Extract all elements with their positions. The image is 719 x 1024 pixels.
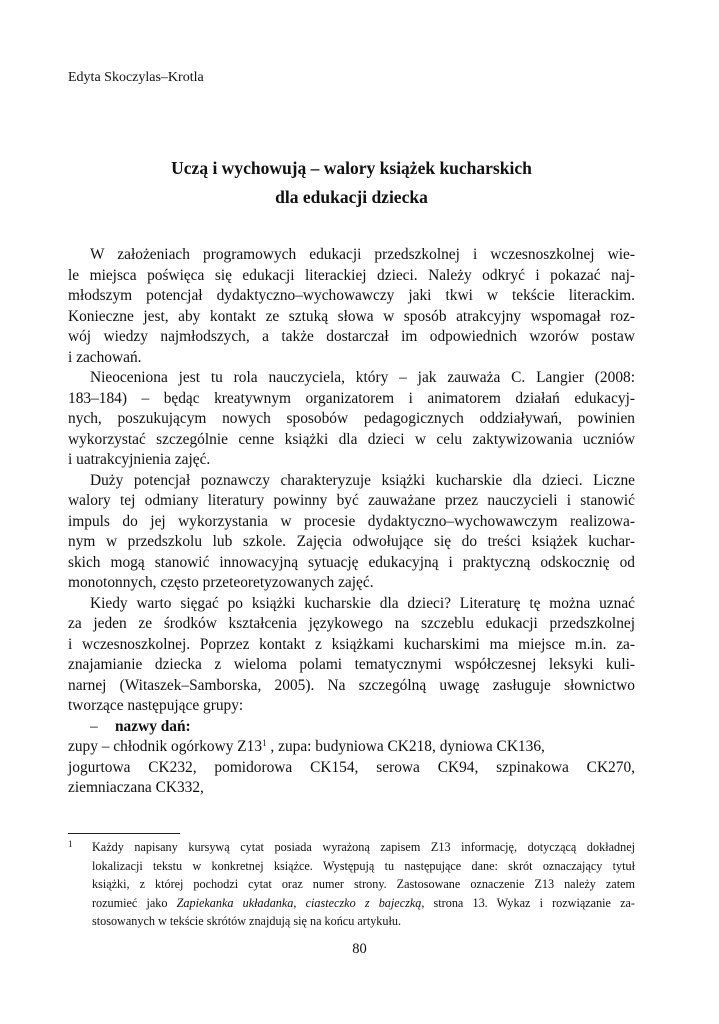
- footnote-line-1-text: Każdy napisany kursywą cytat posiada wyrażoną zapisem Z13 informację, dotyczącą dokładnej: [92, 840, 635, 854]
- text-line: walory tej odmiany literatury powinny być zauważane przez nauczycieli i stanowić: [68, 492, 635, 509]
- text-line: Duży potencjał poznawczy charakteryzuje książki kucharskie dla dzieci. Liczne: [90, 471, 635, 489]
- paragraph-1: [68, 245, 635, 368]
- text-line-soups-3: ziemniaczana CK332,: [68, 779, 204, 796]
- paragraph-3: [68, 471, 635, 594]
- list-item-dish-names: [68, 717, 635, 738]
- text-line: skich mogą stanowić innowacyjną sytuację edukacyjną i praktyczną odskocznię od: [68, 553, 635, 571]
- text-line: nym w przedszkolu lub szkole. Zajęcia odwołujące się do treści książek kuchar-: [68, 533, 635, 550]
- paragraph-4: [68, 594, 635, 717]
- text-line: tworzące następujące grupy:: [68, 697, 244, 714]
- text-line-soups-1: [68, 737, 635, 758]
- footnote-line: stosowanych w tekście skrótów znajdują się na końcu artykułu.: [92, 914, 402, 929]
- footnote-reference[interactable]: 1: [262, 738, 267, 748]
- article-body: [68, 245, 635, 799]
- footnote-line: [68, 838, 635, 857]
- text-line: narnej (Witaszek–Samborska, 2005). Na szczególną uwagę zasługuje słownictwo: [68, 676, 635, 694]
- text-line: nych, poszukującym nowych sposobów pedagogicznych oddziaływań, powinien: [68, 410, 635, 427]
- text-line: W założeniach programowych edukacji przedszkolnej i wczesnoszkolnej wie-: [90, 246, 635, 263]
- footnote-line: [68, 894, 635, 913]
- text-line: wój wiedzy najmłodszych, a także dostarczał im odpowiednich wzorów postaw: [68, 328, 635, 345]
- soups-text-start: zupy – chłodnik ogórkowy Z13: [68, 738, 263, 755]
- footnote-separator: [68, 833, 180, 834]
- footnote-line: lokalizacji tekstu w konkretnej książce. Występują tu następujące dane: skrót oznaczający tytuł: [92, 858, 635, 873]
- text-line: monotonnych, często przeteoretyzowanych zajęć.: [68, 574, 374, 591]
- article-title-line-2: dla edukacji dziecka: [275, 187, 428, 207]
- page-number: 80: [352, 941, 367, 957]
- text-line: 183–184) – będąc kreatywnym organizatorem i animatorem działań edukacyj-: [68, 389, 635, 407]
- running-header-author: Edyta Skoczylas–Krotla: [68, 70, 204, 85]
- text-line: za jeden ze środków kształcenia językowego na szczeblu edukacji przedszkolnej: [68, 615, 635, 632]
- footnote-number: 1: [68, 839, 73, 849]
- text-line: impuls do jej wykorzystania w procesie dydaktyczno–wychowawczym realizowa-: [68, 512, 635, 530]
- text-line: znajamianie dziecka z wieloma polami tematycznymi współczesnej leksyki kuli-: [68, 656, 635, 673]
- footnote-line: książki, z której pochodzi cytat oraz numer strony. Zastosowane oznaczenie Z13 należy zatem: [92, 877, 635, 892]
- text-line: Konieczne jest, aby kontakt ze sztuką słowa w sposób atrakcyjny wspomagał roz-: [68, 307, 635, 325]
- text-line-soups-2: jogurtowa CK232, pomidorowa CK154, serowa CK94, szpinakowa CK270,: [68, 758, 635, 776]
- article-title: [68, 154, 635, 212]
- text-line: le miejsca poświęca się edukacji literackiej dzieci. Należy odkryć i pokazać naj-: [68, 266, 635, 284]
- footnote-text: rozumieć jako: [92, 895, 177, 910]
- footnote-book-title: Zapiekanka układanka, ciasteczko z bajeczką: [176, 895, 422, 910]
- text-line: Nieoceniona jest tu rola nauczyciela, który – jak zauważa C. Langier (2008:: [90, 369, 635, 386]
- text-line: i wczesnoszkolnej. Poprzez kontakt z książkami kucharskimi ma miejsce m.in. za-: [68, 635, 635, 653]
- article-title-line-1: Uczą i wychowują – walory książek kucharskich: [171, 158, 532, 178]
- soups-text-end: , zupa: budyniowa CK218, dyniowa CK136,: [266, 738, 545, 755]
- text-line: Kiedy warto sięgać po książki kucharskie dla dzieci? Literaturę tę można uznać: [90, 594, 635, 612]
- text-line: i uatrakcyjnienia zajęć.: [68, 451, 211, 468]
- footnote-text: , strona 13. Wykaz i rozwiązanie za-: [421, 895, 635, 910]
- text-line: wykorzystać szczególnie cenne książki dla dzieci w celu zaktywizowania uczniów: [68, 430, 635, 448]
- text-line: młodszym potencjał dydaktyczno–wychowawczy jaki tkwi w tekście literackim.: [68, 287, 635, 304]
- text-line: i zachowań.: [68, 348, 142, 366]
- list-dash: –: [90, 717, 98, 735]
- list-heading: nazwy dań:: [115, 717, 191, 735]
- paragraph-2: [68, 368, 635, 471]
- footnote: [68, 838, 635, 931]
